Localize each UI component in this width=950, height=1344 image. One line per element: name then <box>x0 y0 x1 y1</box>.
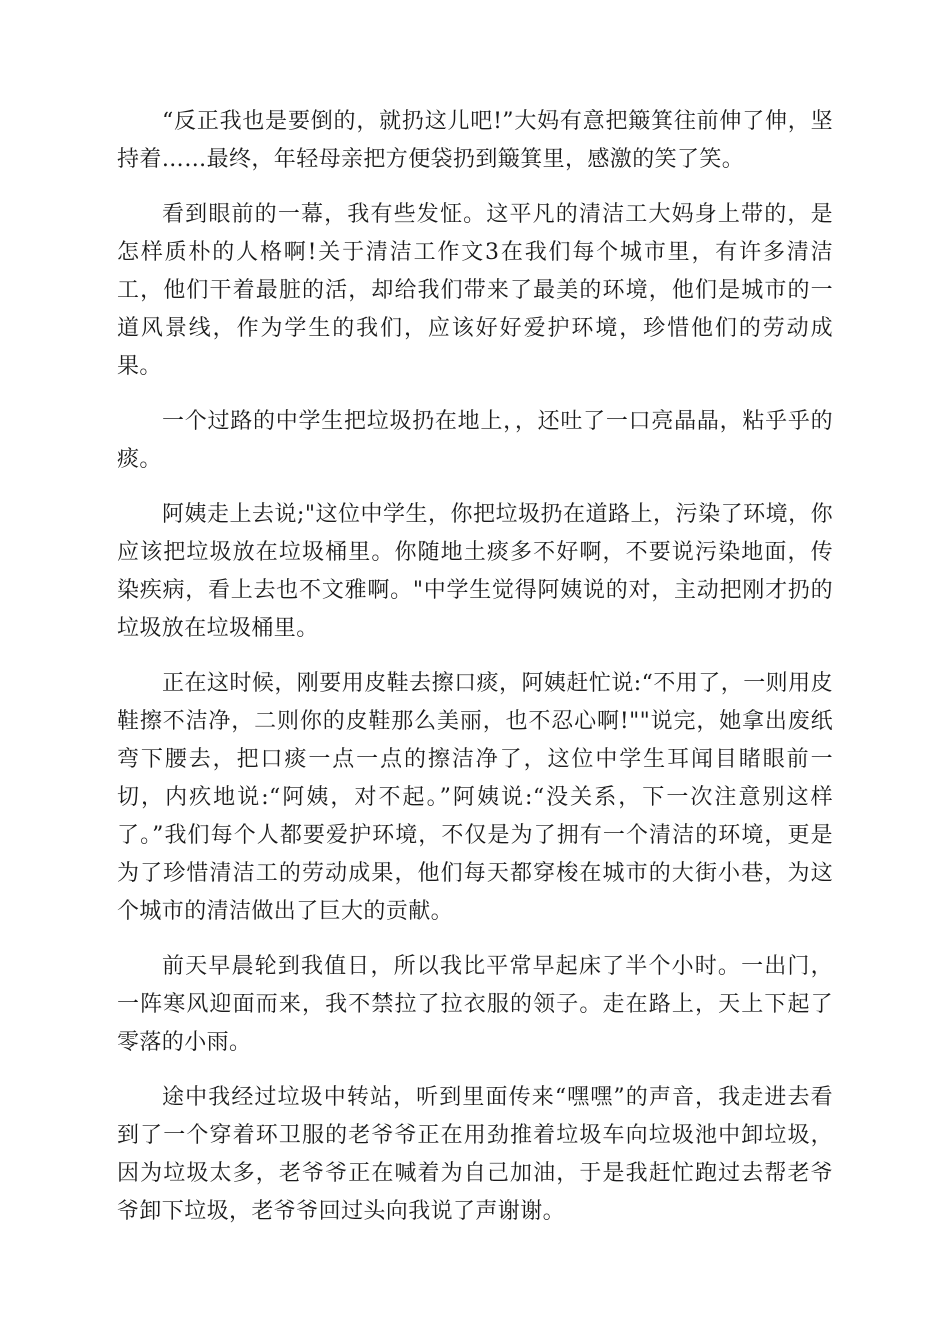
paragraph-1: “反正我也是要倒的，就扔这儿吧!”大妈有意把簸箕往前伸了伸，坚持着……最终，年轻母亲把方便袋扔到簸箕里，感激的笑了笑。 <box>117 109 833 172</box>
paragraph-4: 阿姨走上去说;"这位中学生，你把垃圾扔在道路上，污染了环境，你应该把垃圾放在垃圾桶里。你随地土痰多不好啊，不要说污染地面，传染疾病，看上去也不文雅啊。"中学生觉得阿姨说的对，主动把刚才扔的垃圾放在垃圾桶里。 <box>117 502 833 641</box>
paragraph-6: 前天早晨轮到我值日，所以我比平常早起床了半个小时。一出门，一阵寒风迎面而来，我不禁拉了拉衣服的领子。走在路上，天上下起了零落的小雨。 <box>117 954 833 1055</box>
paragraph-7: 途中我经过垃圾中转站，听到里面传来“嘿嘿”的声音，我走进去看到了一个穿着环卫服的老爷爷正在用劲推着垃圾车向垃圾池中卸垃圾，因为垃圾太多，老爷爷正在喊着为自己加油，于是我赶忙跑过去帮老爷爷卸下垃圾，老爷爷回过头向我说了声谢谢。 <box>117 1085 833 1224</box>
paragraph-3: 一个过路的中学生把垃圾扔在地上，，还吐了一口亮晶晶，粘乎乎的痰。 <box>117 409 833 472</box>
document-body <box>117 103 833 1248</box>
paragraph-2: 看到眼前的一幕，我有些发怔。这平凡的清洁工大妈身上带的，是怎样质朴的人格啊!关于清洁工作文3在我们每个城市里，有许多清洁工，他们干着最脏的活，却给我们带来了最美的环境，他们是城市的一道风景线，作为学生的我们，应该好好爱护环境，珍惜他们的劳动成果。 <box>117 202 833 379</box>
paragraph-5: 正在这时候，刚要用皮鞋去擦口痰，阿姨赶忙说:“不用了，一则用皮鞋擦不洁净，二则你的皮鞋那么美丽，也不忍心啊!""说完，她拿出废纸弯下腰去，把口痰一点一点的擦洁净了，这位中学生耳闻目睹眼前一切，内疚地说:“阿姨，对不起。”阿姨说:“没关系，下一次注意别这样了。”我们每个人都要爱护环境，不仅是为了拥有一个清洁的环境，更是为了珍惜清洁工的劳动成果，他们每天都穿梭在城市的大街小巷，为这个城市的清洁做出了巨大的贡献。 <box>117 671 833 924</box>
